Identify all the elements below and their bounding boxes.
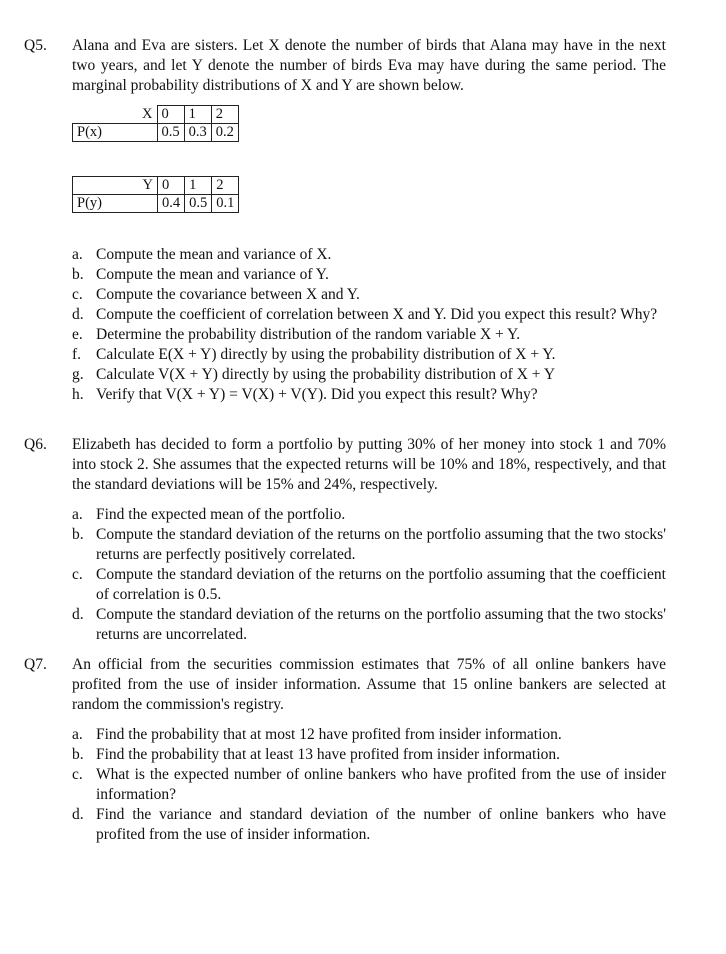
list-item: d. Find the variance and standard deviation of the number of online bankers who have profited from the use of insider information. <box>72 806 666 843</box>
question-body <box>72 36 666 405</box>
table-row <box>73 177 239 195</box>
table-cell: 2 <box>212 177 239 195</box>
distribution-table-x <box>72 105 239 142</box>
question-text: An official from the securities commission estimates that 75% of all online bankers have profited from the use of insider information. Assume that 15 online bankers are selected at random the commission's registry. <box>72 656 666 713</box>
list-item: d. Compute the coefficient of correlation between X and Y. Did you expect this result? Why? <box>72 306 658 323</box>
question-text: Elizabeth has decided to form a portfolio by putting 30% of her money into stock 1 and 70% into stock 2. She assumes that the expected returns will be 10% and 18%, respectively, and that the standard deviations will be 15% and 24%, respectively. <box>72 436 666 493</box>
question-number: Q5. <box>24 37 47 54</box>
table-cell: 2 <box>211 106 238 124</box>
table-cell: 1 <box>184 106 211 124</box>
table-cell: 0.4 <box>158 195 185 213</box>
table-row <box>73 195 239 213</box>
table-cell: 0.3 <box>184 124 211 142</box>
distribution-table-y <box>72 176 239 213</box>
question-body <box>72 435 666 645</box>
table-cell: 1 <box>185 177 212 195</box>
question-5 <box>24 36 666 405</box>
list-item: c. Compute the covariance between X and Y. <box>72 286 360 303</box>
table-row <box>73 124 239 142</box>
question-number: Q6. <box>24 436 47 453</box>
table-cell: 0.5 <box>185 195 212 213</box>
table-cell: 0 <box>157 106 184 124</box>
subquestion-list <box>72 725 666 845</box>
list-item: c. Compute the standard deviation of the returns on the portfolio assuming that the coefficient of correlation is 0.5. <box>72 566 666 603</box>
table-cell: 0.2 <box>211 124 238 142</box>
list-item: b. Compute the standard deviation of the returns on the portfolio assuming that the two stocks' returns are perfectly positively correlated. <box>72 526 666 563</box>
table-variable-label: X <box>73 106 158 124</box>
subquestion-list <box>72 505 666 645</box>
table-cell: 0.5 <box>157 124 184 142</box>
table-prob-label: P(y) <box>73 195 158 213</box>
list-item: c. What is the expected number of online bankers who have profited from the use of insider information? <box>72 766 666 803</box>
question-7 <box>24 655 666 845</box>
list-item: e. Determine the probability distribution of the random variable X + Y. <box>72 326 521 343</box>
question-number: Q7. <box>24 656 47 673</box>
subquestion-list <box>72 245 666 405</box>
list-item: a. Find the expected mean of the portfolio. <box>72 506 346 523</box>
list-item: b. Compute the mean and variance of Y. <box>72 266 329 283</box>
list-item: a. Compute the mean and variance of X. <box>72 246 332 263</box>
list-item: b. Find the probability that at least 13 have profited from insider information. <box>72 746 561 763</box>
table-row <box>73 106 239 124</box>
table-prob-label: P(x) <box>73 124 158 142</box>
list-item: a. Find the probability that at most 12 have profited from insider information. <box>72 726 562 743</box>
list-item: f. Calculate E(X + Y) directly by using the probability distribution of X + Y. <box>72 346 556 363</box>
list-item: g. Calculate V(X + Y) directly by using the probability distribution of X + Y <box>72 366 556 383</box>
question-text: Alana and Eva are sisters. Let X denote the number of birds that Alana may have in the next two years, and let Y denote the number of birds Eva may have during the same period. The marginal probability distributions of X and Y are shown below. <box>72 37 666 94</box>
list-item: h. Verify that V(X + Y) = V(X) + V(Y). Did you expect this result? Why? <box>72 386 538 403</box>
table-cell: 0.1 <box>212 195 239 213</box>
question-body <box>72 655 666 845</box>
question-6 <box>24 435 666 645</box>
list-item: d. Compute the standard deviation of the returns on the portfolio assuming that the two stocks' returns are uncorrelated. <box>72 606 666 643</box>
table-variable-label: Y <box>73 177 158 195</box>
table-cell: 0 <box>158 177 185 195</box>
